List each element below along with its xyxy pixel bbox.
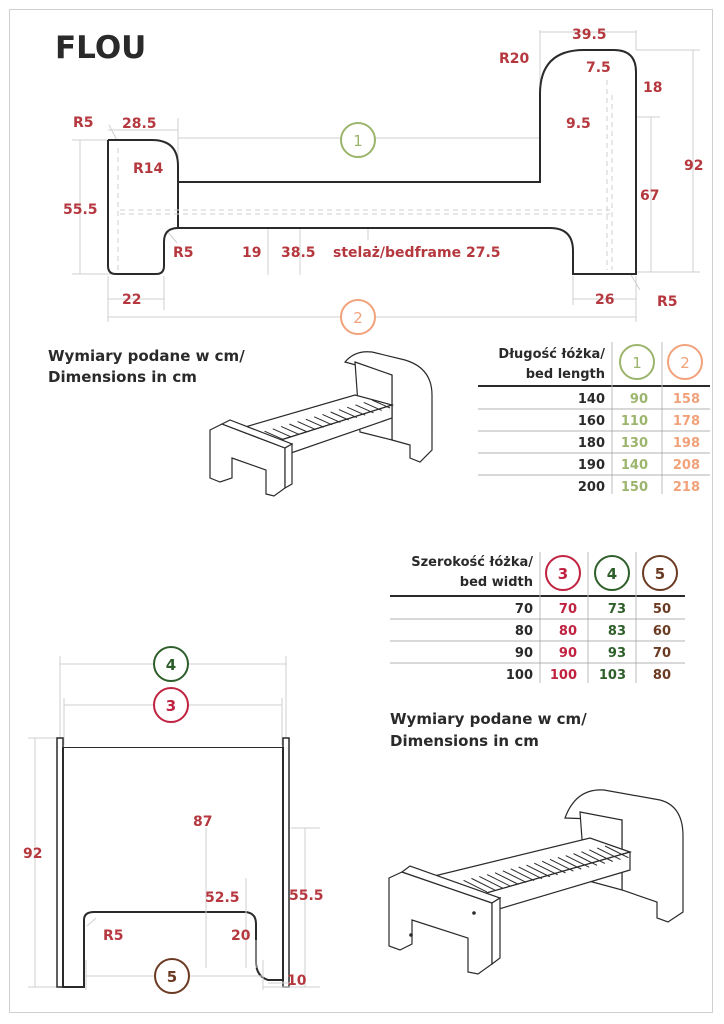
table-circle-4-label: 4 [606,565,618,583]
width-row-2-c4: 93 [607,646,626,661]
length-table [478,342,710,495]
dim-r5-right: R5 [657,294,678,310]
length-row-3-c1: 140 [620,458,648,473]
front-dim-52-5: 52.5 [205,890,240,906]
width-row-1-w: 80 [514,624,533,639]
width-table [390,552,685,683]
note-1-line-2: Dimensions in cm [48,368,197,386]
length-row-1-c1: 110 [620,414,648,429]
width-row-1-c5: 60 [652,624,671,639]
dim-r5-top: R5 [73,115,94,131]
front-dim-20: 20 [231,928,251,944]
dim-39-5: 39.5 [572,27,607,43]
length-row-1-len: 160 [577,414,605,429]
dim-r20: R20 [499,51,530,67]
width-row-0-c4: 73 [607,602,626,617]
page-title: FLOU [55,30,147,66]
bed-illustration-2 [389,790,683,974]
note-1-line-1: Wymiary podane w cm/ [48,347,245,365]
front-dim-92: 92 [23,846,43,862]
length-row-3-c2: 208 [672,458,700,473]
length-row-0-c2: 158 [672,392,700,407]
front-dim-55-5: 55.5 [289,888,324,904]
front-circle-5-label: 5 [166,968,178,986]
dim-38-5: 38.5 [281,245,316,261]
note-2-line-1: Wymiary podane w cm/ [390,710,587,728]
length-row-4-c2: 218 [672,480,700,495]
dim-19: 19 [242,245,262,261]
length-row-4-c1: 150 [620,480,648,495]
width-row-0-c3: 70 [558,602,577,617]
width-row-2-c5: 70 [652,646,671,661]
dim-26: 26 [595,292,615,308]
width-row-3-w: 100 [505,668,533,683]
length-row-2-c2: 198 [672,436,700,451]
front-circle-3-label: 3 [165,697,177,715]
dim-22: 22 [122,292,142,308]
width-row-3-c4: 103 [598,668,626,683]
table-circle-3-label: 3 [557,565,569,583]
table-circle-2-label: 2 [680,354,690,372]
width-row-3-c3: 100 [549,668,577,683]
width-row-3-c5: 80 [652,668,671,683]
note-2-line-2: Dimensions in cm [390,732,539,750]
length-row-1-c2: 178 [672,414,700,429]
dim-r14: R14 [133,161,164,177]
dim-28-5: 28.5 [122,116,157,132]
front-view [23,647,324,993]
circle-2-label: 2 [353,309,363,327]
length-row-2-len: 180 [577,436,605,451]
dim-bedframe: stelaż/bedframe 27.5 [333,245,501,261]
dim-7-5: 7.5 [586,60,611,76]
width-row-1-c3: 80 [558,624,577,639]
length-row-0-c1: 90 [629,392,648,407]
dim-92: 92 [684,158,704,174]
circle-1-label: 1 [353,132,363,150]
length-row-3-len: 190 [577,458,605,473]
dim-r5-low: R5 [173,245,194,261]
front-circle-4-label: 4 [165,656,177,674]
width-row-0-w: 70 [514,602,533,617]
length-header-2: bed length [525,367,605,382]
front-dim-10: 10 [287,973,307,989]
dim-18: 18 [643,80,663,96]
width-row-2-w: 90 [514,646,533,661]
front-dim-87: 87 [193,814,213,830]
dim-9-5: 9.5 [566,116,591,132]
width-row-0-c5: 50 [652,602,671,617]
table-circle-5-label: 5 [654,565,666,583]
width-row-2-c3: 90 [558,646,577,661]
width-header-1: Szerokość łóżka/ [411,555,533,570]
front-dim-r5: R5 [103,928,124,944]
width-row-1-c4: 83 [607,624,626,639]
length-row-2-c1: 130 [620,436,648,451]
length-row-4-len: 200 [577,480,605,495]
dim-55-5: 55.5 [63,202,98,218]
side-view [63,27,703,334]
dim-67: 67 [640,188,660,204]
length-row-0-len: 140 [577,392,605,407]
length-header-1: Długość łóżka/ [498,347,605,362]
width-header-2: bed width [459,575,533,590]
table-circle-1-label: 1 [632,354,642,372]
bed-illustration-1 [210,352,432,496]
